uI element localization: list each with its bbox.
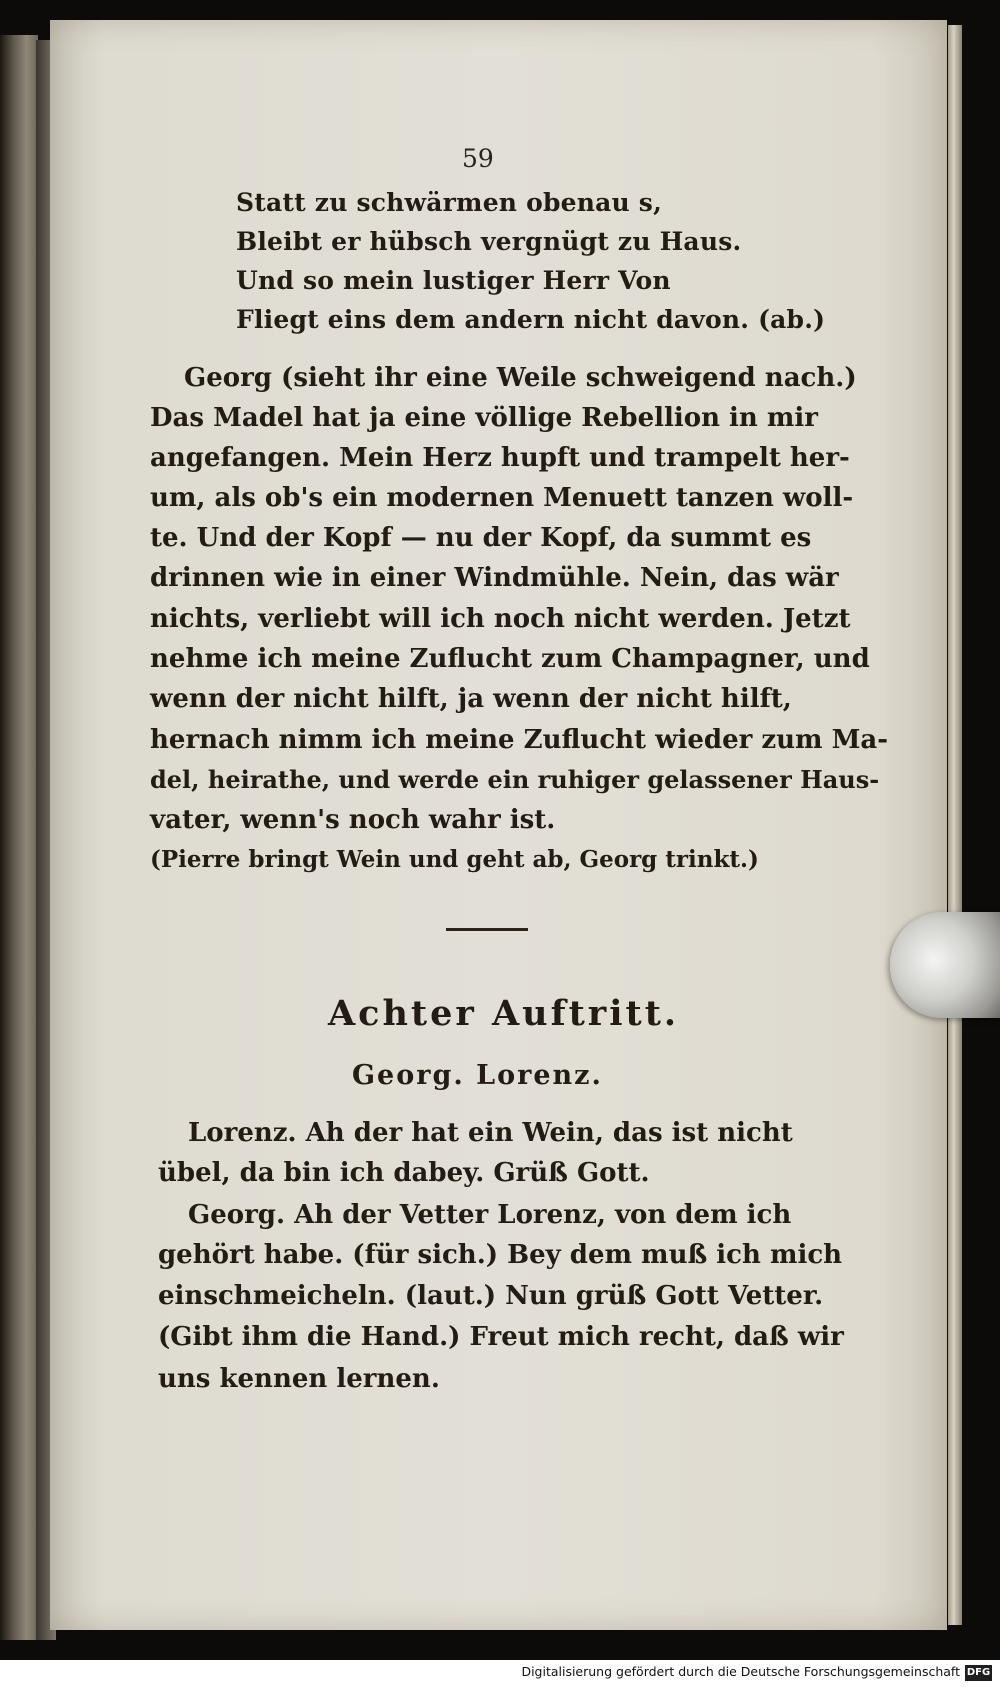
text-line: hernach nimm ich meine Zuflucht wieder zum Ma-: [150, 725, 889, 755]
text-line: angefangen. Mein Herz hupft und trampelt her-: [150, 443, 850, 473]
text-line: gehört habe. (für sich.) Bey dem muß ich mich: [158, 1240, 843, 1270]
text-line: einschmeicheln. (laut.) Nun grüß Gott Vetter.: [158, 1281, 824, 1311]
page-number: 59: [462, 144, 494, 173]
text-line: Das Madel hat ja eine völlige Rebellion in mir: [150, 403, 818, 433]
speaker-line: Georg. Ah der Vetter Lorenz, von dem ich: [188, 1200, 792, 1230]
text-line: um, als ob's ein modernen Menuett tanzen woll-: [150, 483, 854, 513]
speaker-line: Georg (sieht ihr eine Weile schweigend nach.): [184, 363, 857, 393]
stage-direction: (Pierre bringt Wein und geht ab, Georg trinkt.): [150, 846, 759, 873]
text-line: (Gibt ihm die Hand.) Freut mich recht, daß wir: [158, 1322, 844, 1352]
text-line: übel, da bin ich dabey. Grüß Gott.: [158, 1158, 650, 1188]
scene-characters: Georg. Lorenz.: [352, 1060, 603, 1091]
footer-credit: Digitalisierung gefördert durch die Deutsche Forschungsgemeinschaft: [521, 1664, 960, 1679]
text-line: wenn der nicht hilft, ja wenn der nicht hilft,: [150, 684, 792, 714]
verse-line: Bleibt er hübsch vergnügt zu Haus.: [236, 227, 742, 256]
scene-heading: Achter Auftritt.: [328, 993, 680, 1034]
text-line: te. Und der Kopf — nu der Kopf, da summt es: [150, 523, 812, 553]
text-line: vater, wenn's noch wahr ist.: [150, 805, 556, 835]
verse-line: Und so mein lustiger Herr Von: [236, 266, 671, 295]
verse-line: Fliegt eins dem andern nicht davon. (ab.): [236, 305, 826, 334]
text-line: drinnen wie in einer Windmühle. Nein, das wär: [150, 563, 839, 593]
text-line: del, heirathe, und werde ein ruhiger gelassener Haus-: [150, 765, 880, 794]
text-line: nichts, verliebt will ich noch nicht werden. Jetzt: [150, 604, 851, 634]
text-line: nehme ich meine Zuflucht zum Champagner, und: [150, 644, 870, 674]
speaker-line: Lorenz. Ah der hat ein Wein, das ist nicht: [188, 1118, 793, 1148]
dfg-logo-icon: DFG: [965, 1665, 992, 1681]
digitization-footer: [0, 1660, 1000, 1687]
text-line: uns kennen lernen.: [158, 1364, 440, 1394]
section-divider: [446, 928, 528, 931]
verse-line: Statt zu schwärmen obenau s,: [236, 188, 662, 217]
